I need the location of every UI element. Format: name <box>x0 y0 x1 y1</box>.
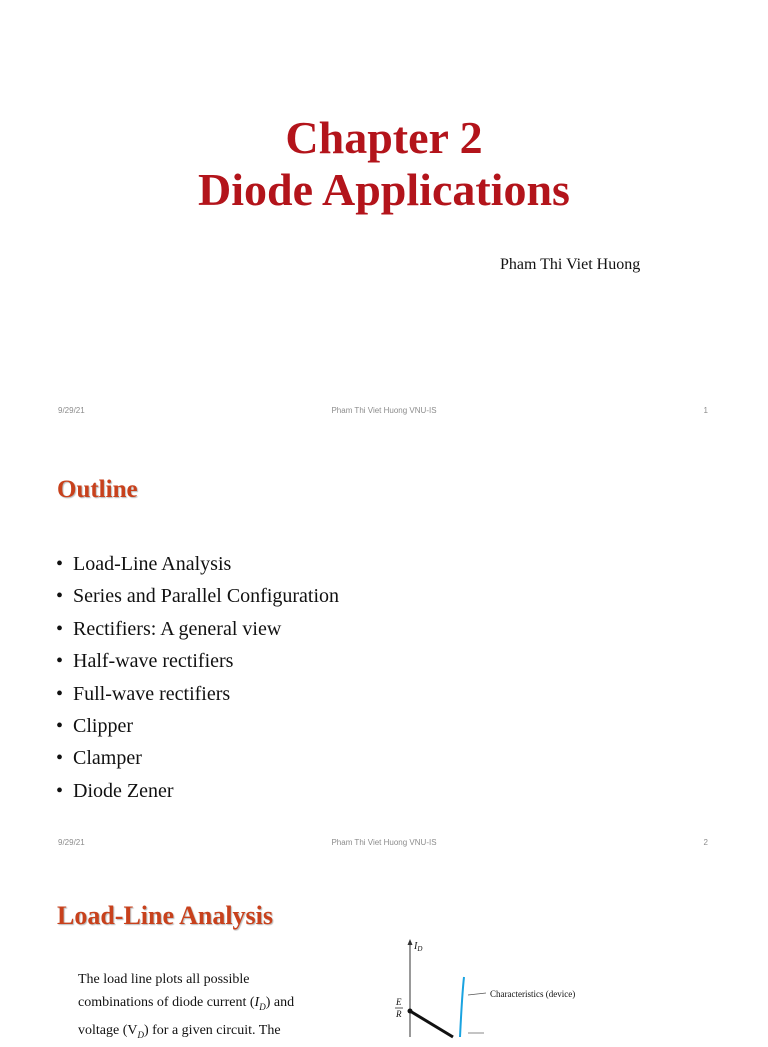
list-item: • Load-Line Analysis <box>56 553 232 575</box>
r-label: R <box>396 1009 402 1019</box>
list-item: • Series and Parallel Configuration <box>56 585 340 608</box>
list-item-text: Rectifiers: A general view <box>73 617 282 640</box>
list-item: • Diode Zener <box>56 779 174 802</box>
list-item-text: Series and Parallel Configuration <box>73 585 340 608</box>
footer-page-number: 2 <box>703 838 708 847</box>
slide-title <box>0 112 768 216</box>
footer-date: 9/29/21 <box>58 838 85 847</box>
list-item-text: Clipper <box>73 714 133 737</box>
e-label: E <box>396 997 402 1007</box>
load-line-intercept <box>408 1009 413 1014</box>
outline-list <box>56 548 339 807</box>
slide-footer <box>0 406 768 420</box>
outline-heading: Outline <box>57 476 138 503</box>
load-line-graph <box>388 937 628 1037</box>
slide-3 <box>0 865 768 1040</box>
list-item-text: Load-Line Analysis <box>73 553 232 575</box>
list-item: • Half-wave rectifiers <box>56 650 234 673</box>
characteristics-label: Characteristics (device) <box>490 989 576 999</box>
load-line-heading: Load-Line Analysis <box>57 901 274 930</box>
list-item: • Clamper <box>56 747 142 770</box>
title-line-2: Diode Applications <box>198 164 570 215</box>
list-item: • Rectifiers: A general view <box>56 617 282 640</box>
description-line-1: The load line plots all possible <box>78 972 250 987</box>
description-line-3: voltage $(V_D)$ for a given circuit. The <box>78 1022 281 1040</box>
footer-page-number: 1 <box>703 406 708 415</box>
footer-author: Pham Thi Viet Huong VNU-IS <box>331 406 437 415</box>
load-line-description <box>78 968 338 1047</box>
slide-1 <box>0 0 768 432</box>
footer-author: Pham Thi Viet Huong VNU-IS <box>331 838 437 847</box>
list-item: • Clipper <box>56 714 133 737</box>
load-line <box>410 1011 453 1037</box>
list-item-text: Clamper <box>73 747 142 770</box>
y-axis-label: $I_D$ <box>414 941 423 953</box>
characteristics-curve <box>460 977 464 1037</box>
slide-footer <box>0 838 768 852</box>
list-item: • Full-wave rectifiers <box>56 682 231 705</box>
list-item-text: Full-wave rectifiers <box>73 682 231 705</box>
list-item-text: Half-wave rectifiers <box>73 650 234 673</box>
footer-date: 9/29/21 <box>58 406 85 415</box>
title-line-1: Chapter 2 <box>285 112 483 163</box>
list-item-text: Diode Zener <box>73 779 174 802</box>
slide-2 <box>0 432 768 865</box>
author-name: Pham Thi Viet Huong <box>500 256 641 273</box>
callout-line <box>468 993 486 995</box>
description-line-2: combinations of diode current $(I_D)$ and <box>78 995 295 1012</box>
y-axis-arrow-icon <box>408 939 413 945</box>
